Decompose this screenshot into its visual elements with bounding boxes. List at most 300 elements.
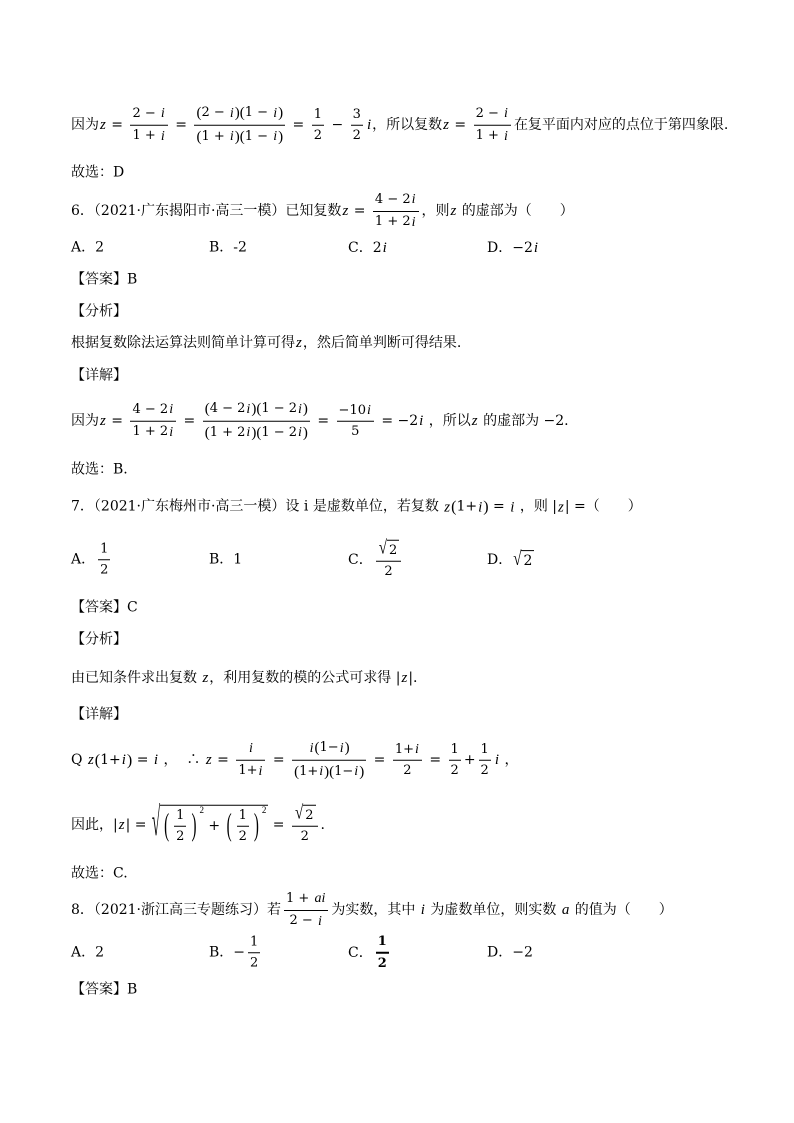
power	[225, 804, 267, 846]
fraction-numerator	[237, 808, 249, 826]
option-label: B．	[209, 239, 234, 256]
question-6-analysis-heading	[71, 304, 127, 321]
exponent: 2	[199, 804, 204, 815]
previous-solution-choice	[71, 165, 124, 182]
fraction	[474, 105, 511, 145]
fraction-numerator	[393, 741, 422, 761]
radicand	[387, 540, 399, 559]
fraction	[312, 106, 324, 144]
fraction-denominator	[236, 760, 265, 781]
text-run: ， ∴	[159, 751, 205, 768]
parenthesis: )	[278, 104, 284, 121]
fraction-numerator	[130, 401, 176, 421]
question-6-detail-heading	[71, 368, 127, 385]
parenthesis: )	[324, 763, 330, 780]
text-run: 2	[176, 829, 185, 844]
option-content	[373, 239, 388, 257]
text-run: 的虚部为（ ）	[457, 202, 574, 219]
math-variable: z	[118, 817, 125, 833]
text-run: −	[327, 116, 348, 133]
text-run: 1	[250, 934, 259, 950]
text-run: =	[312, 412, 334, 429]
fraction	[248, 934, 260, 972]
parenthesis: (	[204, 400, 210, 417]
fraction-denominator	[351, 125, 363, 144]
fraction-numerator	[98, 541, 110, 559]
fraction-numerator	[351, 106, 363, 124]
text-run: 6．（2021·广东揭阳市·高三一模）已知复数	[71, 202, 342, 219]
text-run: +	[463, 751, 476, 768]
text-run: −2	[512, 239, 533, 256]
radical-sign: √	[151, 802, 161, 846]
parenthesis: (	[314, 739, 320, 756]
fraction-numerator	[376, 934, 389, 952]
math-variable: z	[202, 670, 209, 686]
text-run: 2 −	[289, 913, 317, 929]
text-run: =	[424, 751, 446, 768]
question-8-option-b	[209, 934, 263, 972]
math-variable: i	[229, 129, 234, 145]
question-6-option-a	[71, 240, 104, 257]
text-run: 1	[238, 807, 247, 823]
math-variable: z	[471, 413, 478, 429]
text-run: 2	[250, 955, 259, 971]
math-variable: i	[248, 741, 253, 756]
math-variable: i	[382, 240, 387, 256]
math-variable: z	[296, 335, 302, 351]
text-run: 1	[313, 106, 323, 122]
question-6-answer	[71, 272, 137, 289]
fraction	[479, 741, 491, 779]
math-variable: z	[205, 752, 212, 768]
parenthesis: (	[94, 751, 101, 769]
fraction	[98, 541, 110, 579]
option-label: A．	[71, 239, 96, 256]
fraction-denominator	[479, 760, 491, 779]
math-variable: i	[169, 402, 174, 417]
option-content	[95, 240, 104, 257]
fraction-numerator	[194, 104, 285, 125]
text-run: =	[132, 751, 153, 768]
text-run: 1	[100, 541, 109, 557]
math-variable: z	[558, 499, 564, 515]
question-7-answer	[71, 600, 138, 617]
text-run: 为实数，其中	[331, 901, 420, 918]
fraction-numerator	[284, 890, 328, 910]
text-run: |	[395, 669, 401, 686]
text-run: 1−	[319, 740, 339, 755]
question-7-analysis-heading	[71, 632, 127, 649]
math-variable: i	[366, 402, 371, 418]
parenthesis: (	[451, 498, 457, 516]
radicand	[521, 550, 534, 570]
question-6-option-b	[209, 240, 247, 257]
fraction-denominator	[284, 910, 328, 931]
text-run: -2	[233, 239, 247, 256]
text-run: 2	[388, 542, 398, 558]
question-8-stem	[71, 890, 673, 930]
text-run: |	[125, 816, 131, 833]
text-run: 1−	[334, 763, 354, 779]
choice-text: 故选：D	[71, 164, 125, 181]
text-run: 1 +	[132, 128, 160, 144]
text-run: 1	[480, 741, 489, 757]
math-variable: i	[160, 128, 165, 144]
radical-sign: √	[295, 803, 304, 824]
math-variable: z	[100, 117, 106, 133]
text-run: 1 − 2	[261, 401, 298, 416]
text-run: 2 −	[201, 105, 229, 120]
parenthesis: )	[359, 763, 365, 780]
fraction-numerator	[174, 808, 186, 826]
choice-text: 故选：C.	[71, 865, 128, 882]
radical-sign: √	[378, 538, 387, 559]
fraction	[376, 934, 389, 973]
parenthesis: (	[329, 763, 335, 780]
text-run: 4 − 2	[209, 401, 246, 416]
text-run: 由已知条件求出复数	[71, 669, 202, 686]
math-variable: i	[411, 192, 416, 207]
math-variable: z	[443, 117, 449, 133]
question-7-option-c	[348, 540, 404, 581]
question-7-detail-line-2	[71, 802, 325, 846]
text-run: 的值为（ ）	[570, 901, 673, 918]
math-variable: i	[494, 752, 499, 768]
text-run: 2	[238, 829, 247, 844]
math-variable: i	[504, 128, 508, 144]
power	[162, 804, 204, 846]
text-run: 根据复数除法运算法则简单计算可得	[71, 334, 295, 351]
option-label: C．	[348, 239, 373, 256]
question-6-option-d	[487, 239, 539, 257]
math-variable: i	[420, 902, 425, 918]
question-6-choice	[71, 462, 128, 479]
tall-parenthesis: )	[191, 809, 197, 844]
math-variable: i	[354, 764, 359, 780]
math-variable: i	[121, 752, 126, 768]
math-variable: i	[504, 106, 508, 121]
fraction	[174, 808, 186, 846]
text-run: 在复平面内对应的点位于第四象限.	[513, 116, 729, 133]
option-content	[95, 541, 113, 579]
text-run: 8．（2021·浙江高三专题练习）若	[71, 901, 281, 918]
text-run: 2	[352, 127, 361, 143]
fraction-numerator	[236, 740, 265, 760]
fraction-denominator	[237, 826, 249, 845]
text-run: 2	[95, 239, 105, 256]
text-run: 1 + 2	[209, 424, 246, 440]
parenthesis: (	[196, 104, 202, 121]
parenthesis: )	[234, 104, 240, 121]
section-heading: 【详解】	[71, 367, 127, 384]
fraction-denominator	[337, 421, 374, 440]
question-7-detail-line-1	[71, 739, 518, 782]
option-label: C．	[348, 551, 373, 568]
text-run: 2	[377, 956, 387, 971]
text-run: 1+	[100, 751, 121, 768]
math-variable: ai	[314, 891, 326, 906]
question-8-option-d	[487, 945, 533, 962]
power-base	[162, 808, 198, 846]
fraction	[292, 805, 318, 846]
fraction-denominator	[376, 952, 389, 972]
question-8-answer	[71, 982, 137, 999]
fraction-denominator	[248, 953, 260, 972]
question-6-detail-line-1	[71, 400, 569, 443]
fraction-denominator	[203, 421, 310, 443]
text-run: 的虚部为 −2.	[478, 412, 569, 429]
math-variable: i	[366, 117, 372, 133]
parenthesis: (	[196, 128, 202, 145]
option-label: A．	[71, 944, 96, 961]
math-variable: a	[561, 902, 570, 918]
text-run: =	[130, 816, 151, 833]
parenthesis: (	[294, 763, 300, 780]
text-run: =	[170, 116, 192, 133]
text-run: 2	[95, 944, 105, 961]
radicand	[160, 805, 268, 846]
option-content	[233, 552, 242, 569]
text-run: 2	[372, 239, 382, 256]
text-run: ，所以复数	[372, 116, 443, 133]
text-run: =	[349, 202, 370, 219]
math-variable: i	[411, 214, 416, 230]
text-run: Q	[71, 751, 87, 768]
option-content	[512, 239, 539, 257]
fraction-numerator	[203, 400, 310, 421]
parenthesis: )	[302, 400, 308, 417]
text-run: 2 −	[475, 105, 504, 121]
fraction-numerator	[248, 934, 260, 952]
fraction-denominator	[174, 826, 186, 845]
option-content	[512, 550, 534, 570]
math-variable: z	[100, 413, 106, 429]
text-run: |	[113, 816, 118, 833]
text-run: 3	[352, 106, 361, 122]
math-variable: i	[273, 105, 278, 121]
option-content	[373, 540, 405, 581]
text-run: 2	[305, 807, 314, 823]
answer-text: 【答案】B	[71, 981, 138, 998]
text-run: 因此，	[71, 816, 113, 833]
parenthesis: (	[239, 128, 245, 145]
text-run: ，利用复数的模的公式可求得	[209, 669, 396, 686]
text-run: = −2	[376, 412, 419, 429]
text-run: =	[106, 412, 128, 429]
text-run: =	[212, 751, 234, 768]
text-run: +	[203, 818, 225, 835]
math-variable: i	[419, 413, 424, 429]
tall-parenthesis: )	[253, 809, 259, 844]
square-root	[151, 802, 268, 846]
fraction-numerator	[449, 741, 461, 759]
fraction-denominator	[312, 125, 324, 144]
math-variable: z	[87, 752, 94, 768]
text-run: =	[268, 751, 290, 768]
fraction-denominator	[376, 561, 402, 580]
question-8-option-c	[348, 934, 392, 973]
question-7-choice	[71, 866, 128, 883]
text-run: .	[413, 669, 418, 686]
math-variable: i	[298, 425, 302, 441]
text-run: 1 +	[286, 890, 314, 906]
text-run: 1+	[456, 498, 478, 515]
text-run: 因为	[71, 412, 99, 429]
question-7-option-d	[487, 550, 534, 570]
math-variable: i	[246, 401, 251, 417]
answer-text: 【答案】C	[71, 599, 138, 616]
parenthesis: )	[234, 128, 240, 145]
fraction-denominator	[393, 760, 422, 779]
text-run: 1+	[238, 763, 258, 779]
text-run: 因为	[71, 116, 99, 133]
text-run: 4 − 2	[374, 191, 411, 207]
text-run: −2	[512, 944, 533, 961]
fraction	[237, 808, 249, 846]
fraction	[130, 105, 167, 145]
parenthesis: )	[344, 739, 350, 756]
math-variable: i	[533, 240, 539, 256]
square-root	[295, 805, 316, 824]
fraction-denominator	[130, 125, 167, 146]
text-run: 1 +	[201, 128, 229, 144]
text-run: =	[106, 116, 128, 133]
exponent: 2	[261, 804, 267, 815]
text-run: 5	[351, 424, 360, 440]
text-run: 2	[403, 763, 412, 779]
fraction	[130, 401, 176, 441]
fraction	[203, 400, 310, 443]
text-run: 1 +	[475, 128, 504, 144]
math-variable: z	[450, 203, 457, 219]
option-content	[233, 240, 247, 257]
option-label: B．	[209, 944, 234, 961]
fraction-denominator	[449, 760, 461, 779]
text-run: =	[369, 751, 390, 768]
text-run: .	[320, 816, 325, 833]
math-variable: i	[298, 401, 302, 417]
text-run: =（ ）	[569, 498, 642, 515]
text-run: 2	[480, 762, 489, 778]
text-run: −10	[338, 402, 366, 418]
text-run: −	[233, 944, 246, 961]
tall-parenthesis: (	[164, 809, 170, 844]
math-variable: i	[273, 129, 278, 145]
text-run: 1+	[299, 763, 319, 779]
text-run: 4 − 2	[132, 401, 169, 417]
math-variable: i	[229, 105, 234, 121]
radicand	[303, 805, 315, 824]
text-run: 2	[100, 562, 109, 578]
math-variable: i	[510, 499, 515, 515]
square-root	[379, 540, 400, 559]
question-7-option-b	[209, 552, 242, 569]
previous-solution-detail	[71, 104, 728, 147]
text-run: 2 −	[132, 105, 160, 121]
fraction	[393, 741, 422, 780]
fraction-numerator	[292, 739, 366, 760]
parenthesis: )	[126, 751, 133, 769]
option-label: C．	[348, 944, 373, 961]
text-run: 2	[384, 564, 393, 579]
parenthesis: )	[483, 498, 489, 516]
fraction-numerator	[376, 540, 402, 561]
fraction	[373, 191, 419, 231]
section-heading: 【详解】	[71, 706, 127, 723]
option-content	[95, 945, 104, 962]
fraction	[376, 540, 402, 581]
option-label: D．	[487, 944, 513, 961]
fraction-numerator	[292, 805, 318, 826]
math-variable: i	[478, 499, 483, 515]
text-run: 1	[233, 551, 243, 568]
tall-parenthesis: (	[226, 809, 232, 844]
fraction-denominator	[373, 211, 419, 232]
text-run: 为虚数单位，则实数	[425, 901, 561, 918]
math-variable: i	[153, 752, 159, 768]
power-base	[225, 808, 261, 846]
fraction	[337, 402, 374, 441]
fraction-denominator	[98, 560, 110, 579]
math-variable: i	[246, 425, 251, 441]
option-content	[512, 945, 533, 962]
math-variable: i	[258, 763, 263, 779]
fraction	[236, 740, 265, 780]
fraction	[284, 890, 328, 930]
text-run: 1+	[394, 741, 414, 757]
text-run: 1 + 2	[374, 214, 411, 230]
fraction-numerator	[130, 105, 167, 125]
radical-sign: √	[513, 548, 522, 570]
option-label: D．	[487, 239, 513, 256]
text-run: |	[408, 669, 414, 686]
text-run: ，所以	[424, 412, 471, 429]
math-variable: z	[342, 203, 349, 219]
text-run: ，则	[421, 202, 450, 219]
option-content	[233, 934, 263, 972]
math-variable: i	[169, 424, 174, 440]
parenthesis: (	[256, 424, 262, 441]
text-run: =	[449, 116, 471, 133]
parenthesis: )	[278, 128, 284, 145]
section-heading: 【分析】	[71, 303, 127, 320]
parenthesis: )	[251, 400, 257, 417]
fraction-denominator	[292, 760, 366, 782]
fraction-denominator	[194, 125, 285, 147]
text-run: 1	[377, 933, 387, 949]
math-variable: i	[339, 740, 344, 756]
text-run: |	[552, 498, 558, 515]
fraction	[292, 739, 366, 782]
math-variable: i	[309, 740, 314, 756]
question-7-stem	[71, 497, 642, 516]
fraction	[351, 106, 363, 144]
parenthesis: )	[251, 424, 257, 441]
text-run: =	[288, 116, 309, 133]
parenthesis: (	[256, 400, 262, 417]
math-variable: i	[415, 741, 419, 757]
question-7-analysis	[71, 669, 417, 687]
math-variable: i	[319, 764, 324, 780]
fraction-numerator	[479, 741, 491, 759]
math-variable: i	[317, 913, 322, 929]
fraction-numerator	[337, 402, 374, 422]
text-run: 2	[523, 553, 533, 570]
text-run: ，然后简单判断可得结果.	[302, 334, 462, 351]
choice-text: 故选：B.	[71, 461, 128, 478]
question-6-option-c	[348, 239, 388, 257]
text-run: 1 −	[244, 128, 273, 144]
